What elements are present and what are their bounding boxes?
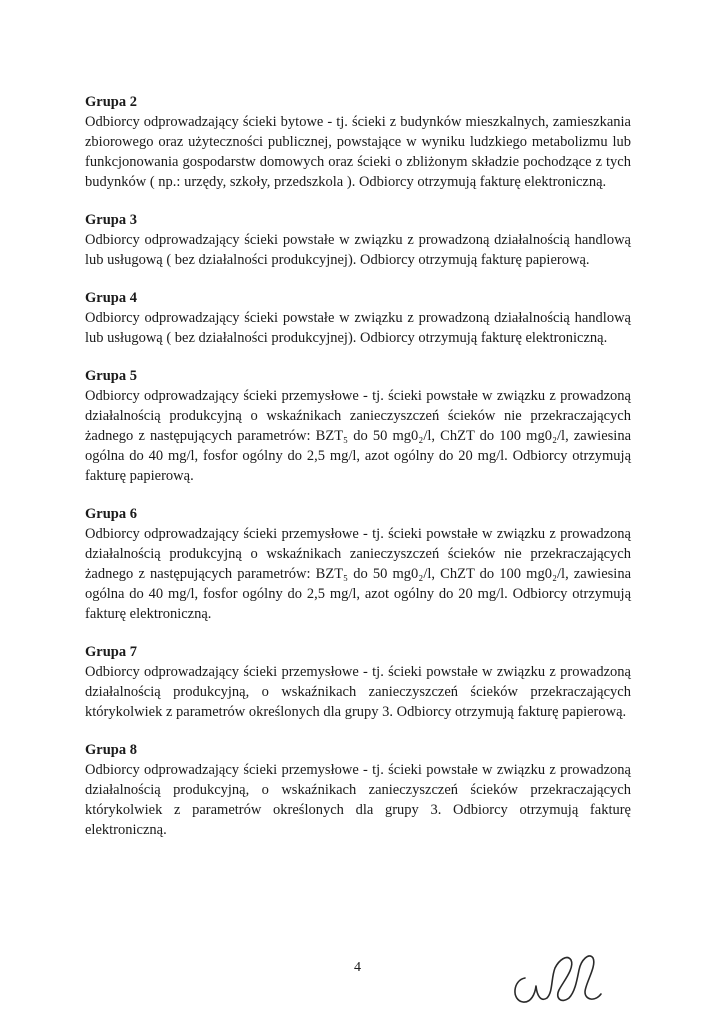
group-5-description: [85, 386, 631, 486]
text-line: budynków ( np.: urzędy, szkoły, przedszkola ). Odbiorcy otrzymują fakturę elektroniczną.: [85, 174, 607, 190]
text-line: funkcjonowania gospodarstw domowych oraz ścieki o zbliżonym składzie pochodzące z tych: [85, 154, 631, 170]
text-line: Odbiorcy odprowadzający ścieki przemysłowe - tj. ścieki powstałe w związku z prowadzoną: [85, 762, 631, 778]
group-2-section: [85, 92, 631, 192]
group-8-section: [85, 740, 631, 840]
group-3-description: [85, 230, 631, 270]
group-7-section: [85, 642, 631, 722]
group-5-section: [85, 366, 631, 486]
text-line: działalnością produkcyjną o wskaźnikach zanieczyszczeń ścieków nie przekraczających: [85, 546, 631, 562]
text-line: lub usługową ( bez działalności produkcyjnej). Odbiorcy otrzymują fakturę elektroniczną.: [85, 330, 608, 346]
group-6-description: [85, 524, 631, 624]
group-3-title: Grupa 3: [85, 212, 137, 228]
text-line: Odbiorcy odprowadzający ścieki przemysłowe - tj. ścieki powstałe w związku z prowadzoną: [85, 526, 631, 542]
group-8-title: Grupa 8: [85, 742, 137, 758]
group-5-title: Grupa 5: [85, 368, 137, 384]
text-line: którykolwiek z parametrów określonych dla grupy 3. Odbiorcy otrzymują fakturę: [85, 802, 631, 818]
text-line: ogólna do 40 mg/l, fosfor ogólny do 2,5 mg/l, azot ogólny do 20 mg/l. Odbiorcy otrzymują: [85, 586, 631, 602]
text-line: działalnością produkcyjną, o wskaźnikach zanieczyszczeń ścieków przekraczających: [85, 782, 631, 798]
group-7-description: [85, 662, 631, 722]
handwritten-signature-icon: [505, 938, 605, 1010]
page-number: 4: [354, 960, 361, 975]
text-line: Odbiorcy odprowadzający ścieki bytowe - tj. ścieki z budynków mieszkalnych, zamieszkania: [85, 114, 631, 130]
group-4-title: Grupa 4: [85, 290, 137, 306]
text-line: Odbiorcy odprowadzający ścieki przemysłowe - tj. ścieki powstałe w związku z prowadzoną: [85, 664, 631, 680]
document-body: [85, 92, 631, 858]
group-6-title: Grupa 6: [85, 506, 137, 522]
group-3-section: [85, 210, 631, 270]
text-line: elektroniczną.: [85, 822, 167, 838]
text-line: działalnością produkcyjną o wskaźnikach zanieczyszczeń ścieków nie przekraczających: [85, 408, 631, 424]
text-line: Odbiorcy odprowadzający ścieki przemysłowe - tj. ścieki powstałe w związku z prowadzoną: [85, 388, 631, 404]
group-4-description: [85, 308, 631, 348]
text-line: żadnego z następujących parametrów: BZT₅ do 50 mg0₂/l, ChZT do 100 mg0₂/l, zawiesina: [85, 566, 631, 582]
text-line: zbiorowego oraz użyteczności publicznej, powstające w wyniku ludzkiego metabolizmu lub: [85, 134, 631, 150]
group-7-title: Grupa 7: [85, 644, 137, 660]
text-line: fakturę papierową.: [85, 468, 194, 484]
group-2-title: Grupa 2: [85, 94, 137, 110]
group-6-section: [85, 504, 631, 624]
text-line: Odbiorcy odprowadzający ścieki powstałe w związku z prowadzoną działalnością handlową: [85, 310, 631, 326]
group-4-section: [85, 288, 631, 348]
text-line: Odbiorcy odprowadzający ścieki powstałe w związku z prowadzoną działalnością handlową: [85, 232, 631, 248]
text-line: ogólna do 40 mg/l, fosfor ogólny do 2,5 mg/l, azot ogólny do 20 mg/l. Odbiorcy otrzymują: [85, 448, 631, 464]
text-line: fakturę elektroniczną.: [85, 606, 212, 622]
group-2-description: [85, 112, 631, 192]
text-line: działalnością produkcyjną, o wskaźnikach zanieczyszczeń ścieków przekraczających: [85, 684, 631, 700]
text-line: żadnego z następujących parametrów: BZT₅ do 50 mg0₂/l, ChZT do 100 mg0₂/l, zawiesina: [85, 428, 631, 444]
text-line: lub usługową ( bez działalności produkcyjnej). Odbiorcy otrzymują fakturę papierową.: [85, 252, 590, 268]
text-line: którykolwiek z parametrów określonych dla grupy 3. Odbiorcy otrzymują fakturę papierową.: [85, 704, 627, 720]
group-8-description: [85, 760, 631, 840]
